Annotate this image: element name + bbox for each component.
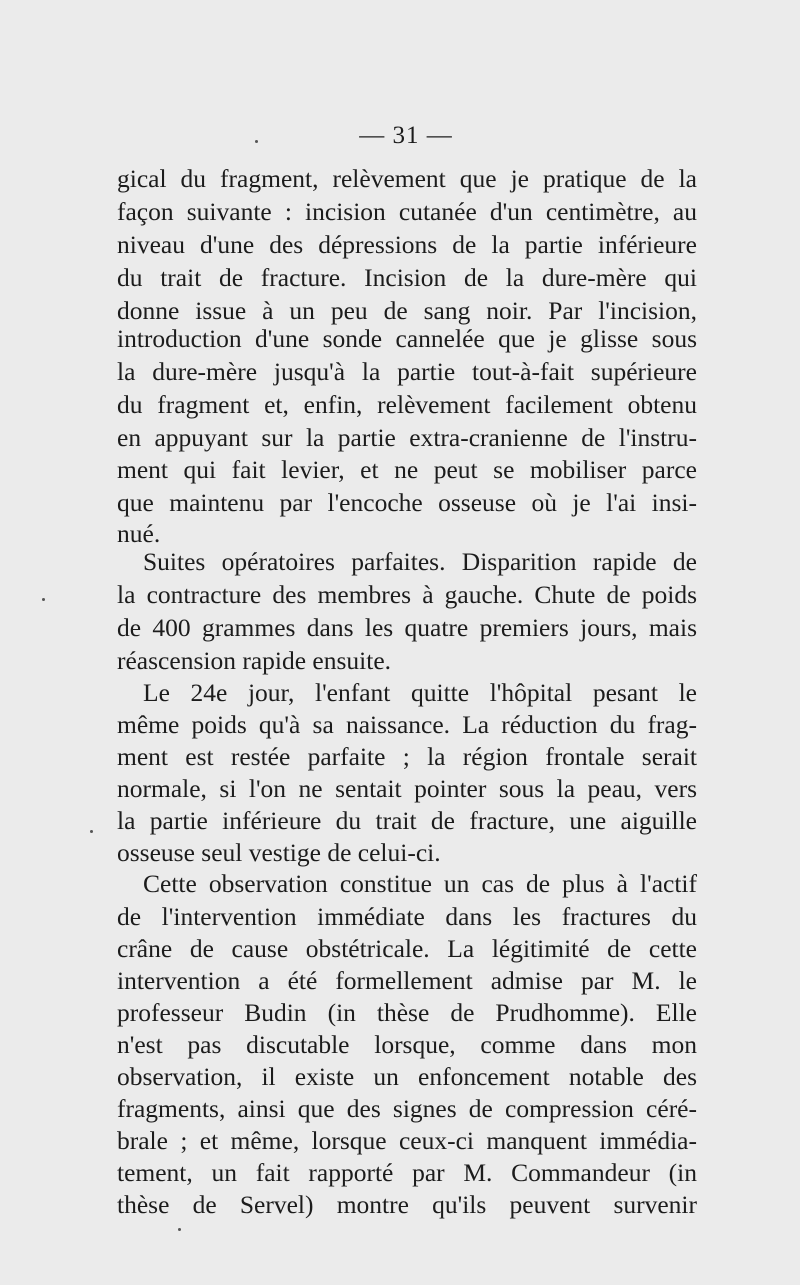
text-line: même poids qu'à sa naissance. La réduction du frag- — [117, 710, 697, 739]
paper-speck — [42, 598, 45, 601]
paragraph-first-line: Le 24e jour, l'enfant quitte l'hôpital pesant le — [143, 678, 697, 707]
paper-speck — [90, 830, 93, 833]
text-line: que maintenu par l'encoche osseuse où je l'ai insi- — [117, 488, 697, 517]
text-line: n'est pas discutable lorsque, comme dans mon — [117, 1030, 697, 1059]
text-line: niveau d'une des dépressions de la partie inférieure — [117, 230, 697, 259]
text-line: la contracture des membres à gauche. Chute de poids — [117, 580, 697, 609]
text-line: brale ; et même, lorsque ceux-ci manquent immédia- — [117, 1126, 697, 1155]
text-line: de 400 grammes dans les quatre premiers jours, mais — [117, 613, 697, 642]
paragraph-first-line: Suites opératoires parfaites. Disparition rapide de — [143, 547, 697, 576]
text-line: façon suivante : incision cutanée d'un centimètre, au — [117, 197, 697, 226]
text-line: normale, si l'on ne sentait pointer sous la peau, vers — [117, 774, 697, 803]
text-line: professeur Budin (in thèse de Prudhomme). Elle — [117, 998, 697, 1027]
text-line: fragments, ainsi que des signes de compression céré- — [117, 1094, 697, 1123]
text-line: en appuyant sur la partie extra-cranienne de l'instru- — [117, 423, 697, 452]
page-number: — 31 — — [359, 122, 453, 149]
text-line: la partie inférieure du trait de fracture, une aiguille — [117, 806, 697, 835]
text-line: du trait de fracture. Incision de la dure-mère qui — [117, 263, 697, 292]
paper-speck — [178, 1228, 181, 1231]
paper-speck — [255, 140, 258, 143]
text-line: observation, il existe un enfoncement notable des — [117, 1062, 697, 1091]
text-line: thèse de Servel) montre qu'ils peuvent survenir — [117, 1190, 697, 1219]
text-line: tement, un fait rapporté par M. Commandeur (in — [117, 1158, 697, 1187]
text-line: osseuse seul vestige de celui-ci. — [117, 838, 441, 867]
text-line: donne issue à un peu de sang noir. Par l'incision, — [117, 296, 697, 325]
text-line: intervention a été formellement admise par M. le — [117, 966, 697, 995]
text-line: du fragment et, enfin, relèvement facilement obtenu — [117, 390, 697, 419]
text-line: la dure-mère jusqu'à la partie tout-à-fait supérieure — [117, 357, 697, 386]
text-line: gical du fragment, relèvement que je pratique de la — [117, 164, 697, 193]
text-line: de l'intervention immédiate dans les fractures du — [117, 902, 697, 931]
text-line: ment qui fait levier, et ne peut se mobiliser parce — [117, 455, 697, 484]
text-line: nué. — [117, 519, 161, 548]
paragraph-first-line: Cette observation constitue un cas de plus à l'actif — [143, 869, 697, 898]
text-line: introduction d'une sonde cannelée que je glisse sous — [117, 324, 697, 353]
text-line: ment est restée parfaite ; la région frontale serait — [117, 742, 697, 771]
text-line: réascension rapide ensuite. — [117, 646, 392, 675]
text-line: crâne de cause obstétricale. La légitimité de cette — [117, 934, 697, 963]
